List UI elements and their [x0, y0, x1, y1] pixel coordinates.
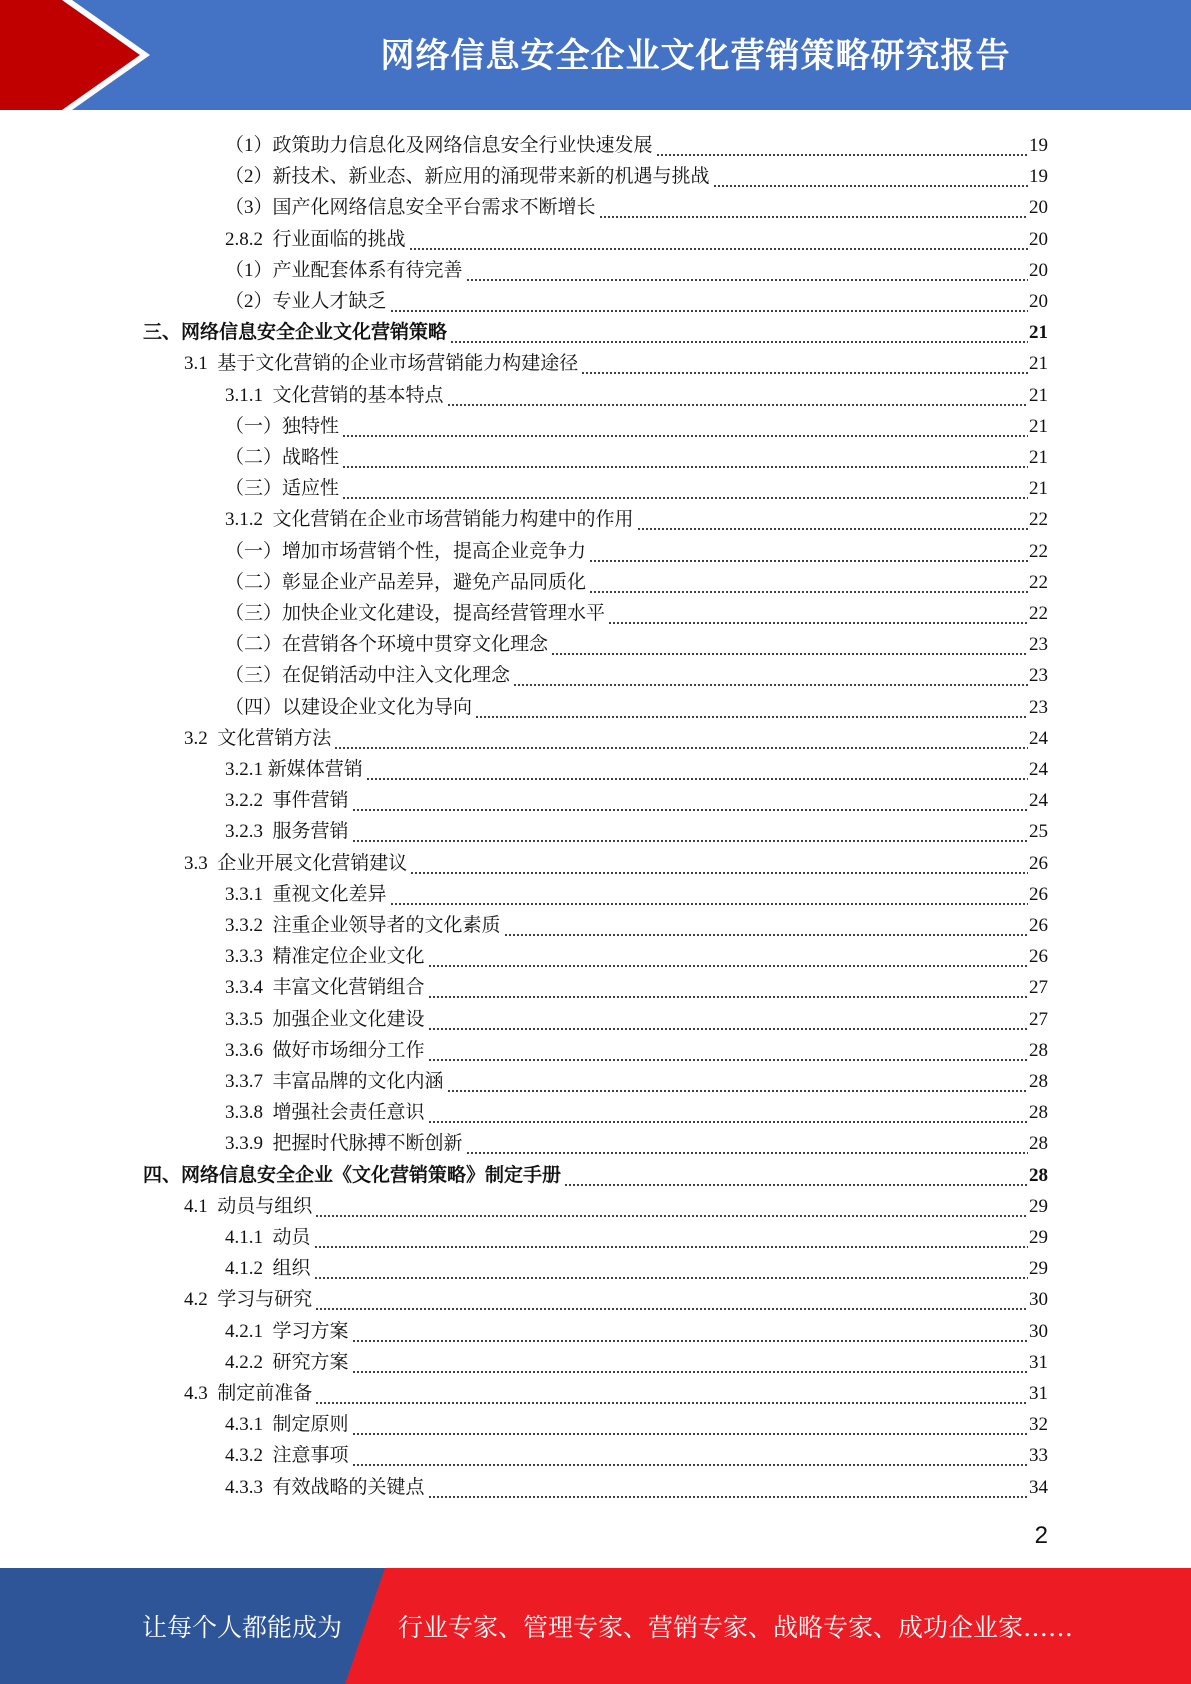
- toc-entry[interactable]: [225, 1125, 1048, 1156]
- toc-entry[interactable]: [225, 1313, 1048, 1344]
- toc-entry-page: 21: [1029, 384, 1048, 406]
- toc-entry-page: 23: [1029, 634, 1048, 656]
- toc-entry-label: 2.8.2 行业面临的挑战: [225, 228, 406, 250]
- toc-dot-leader: [656, 134, 1028, 158]
- toc-entry-label: 4.2.2 研究方案: [225, 1351, 349, 1373]
- toc-entry[interactable]: [225, 501, 1048, 532]
- toc-entry[interactable]: [225, 1250, 1048, 1281]
- toc-entry-label: （2）新技术、新业态、新应用的涌现带来新的机遇与挑战: [225, 166, 710, 188]
- toc-entry-page: 19: [1029, 166, 1048, 188]
- toc-dot-leader: [447, 384, 1028, 408]
- toc-dot-leader: [314, 1257, 1028, 1281]
- toc-entry-label: 3.3 企业开展文化营销建议: [184, 852, 408, 874]
- toc-entry-page: 28: [1029, 1164, 1048, 1186]
- toc-entry-label: （三）适应性: [225, 478, 340, 500]
- toc-entry-label: （二）在营销各个环境中贯穿文化理念: [225, 634, 549, 656]
- toc-entry-page: 20: [1029, 228, 1048, 250]
- toc-dot-leader: [713, 165, 1028, 189]
- toc-entry-page: 20: [1029, 259, 1048, 281]
- toc-dot-leader: [513, 664, 1028, 688]
- toc-entry-label: （1）政策助力信息化及网络信息安全行业快速发展: [225, 135, 653, 156]
- toc-entry[interactable]: [184, 845, 1048, 876]
- toc-dot-leader: [352, 1413, 1028, 1437]
- toc-entry-label: （一）增加市场营销个性，提高企业竞争力: [225, 540, 587, 562]
- toc-entry[interactable]: [225, 1437, 1048, 1468]
- toc-entry[interactable]: [184, 1375, 1048, 1406]
- toc-entry-label: 3.1.1 文化营销的基本特点: [225, 384, 444, 406]
- toc-entry[interactable]: [225, 158, 1048, 189]
- toc-entry-page: 26: [1029, 915, 1048, 936]
- toc-entry-page: 28: [1029, 1102, 1048, 1124]
- toc-entry-page: 32: [1029, 1414, 1048, 1436]
- toc-entry-label: （1）产业配套体系有待完善: [225, 259, 463, 281]
- toc-entry-page: 28: [1029, 1039, 1048, 1061]
- toc-entry[interactable]: [225, 470, 1048, 501]
- toc-entry-page: 22: [1029, 540, 1048, 562]
- toc-dot-leader: [366, 758, 1028, 782]
- toc-entry[interactable]: [225, 595, 1048, 626]
- toc-dot-leader: [475, 696, 1028, 720]
- toc-entry-page: 30: [1029, 1320, 1048, 1342]
- toc-dot-leader: [342, 477, 1028, 501]
- toc-entry-page: 26: [1029, 946, 1048, 968]
- toc-entry[interactable]: [184, 720, 1048, 751]
- toc-entry-page: 24: [1029, 727, 1048, 749]
- page-number: 2: [1034, 1522, 1048, 1549]
- toc-dot-leader: [581, 352, 1028, 376]
- toc-entry-page: 21: [1029, 322, 1048, 344]
- toc-entry-label: （2）专业人才缺乏: [225, 291, 387, 312]
- toc-dot-leader: [410, 852, 1028, 876]
- toc-entry[interactable]: [225, 564, 1048, 595]
- toc-entry[interactable]: [143, 314, 1048, 345]
- toc-entry[interactable]: [225, 1219, 1048, 1250]
- toc-entry-label: 3.1.2 文化营销在企业市场营销能力构建中的作用: [225, 509, 634, 531]
- toc-dot-leader: [450, 321, 1028, 345]
- toc-dot-leader: [428, 945, 1028, 969]
- toc-entry-label: 3.3.1 重视文化差异: [225, 883, 387, 905]
- toc-entry[interactable]: [225, 876, 1048, 907]
- toc-entry-page: 22: [1029, 603, 1048, 624]
- toc-dot-leader: [352, 1351, 1028, 1375]
- toc-entry[interactable]: [225, 1094, 1048, 1125]
- toc-dot-leader: [466, 259, 1028, 283]
- toc-entry[interactable]: [225, 377, 1048, 408]
- toc-entry-page: 23: [1029, 696, 1048, 718]
- toc-entry-page: 22: [1029, 509, 1048, 531]
- toc-entry-label: （3）国产化网络信息安全平台需求不断增长: [225, 197, 596, 219]
- toc-entry-page: 31: [1029, 1351, 1048, 1373]
- toc-entry-page: 29: [1029, 1258, 1048, 1280]
- toc-entry-label: 4.1.2 组织: [225, 1258, 311, 1280]
- toc-entry-label: 3.2.2 事件营销: [225, 790, 349, 812]
- toc-dot-leader: [352, 1444, 1028, 1468]
- toc-dot-leader: [390, 290, 1028, 314]
- toc-entry-label: 3.2.1 新媒体营销: [225, 759, 363, 780]
- toc-entry-label: 3.3.7 丰富品牌的文化内涵: [225, 1071, 444, 1092]
- toc-entry-label: 4.2.1 学习方案: [225, 1320, 349, 1342]
- toc-entry-page: 31: [1029, 1383, 1048, 1404]
- toc-entry-page: 21: [1029, 353, 1048, 375]
- toc-dot-leader: [314, 1226, 1028, 1250]
- toc-entry-page: 19: [1029, 135, 1048, 156]
- toc-dot-leader: [342, 446, 1028, 470]
- page-header: [0, 0, 1191, 110]
- toc-entry-label: 3.3.8 增强社会责任意识: [225, 1102, 425, 1124]
- toc-entry-page: 20: [1029, 197, 1048, 219]
- toc-entry-page: 26: [1029, 852, 1048, 874]
- toc-entry-page: 28: [1029, 1133, 1048, 1155]
- toc-dot-leader: [428, 1008, 1028, 1032]
- toc-entry[interactable]: [225, 283, 1048, 314]
- toc-dot-leader: [342, 415, 1028, 439]
- toc-entry[interactable]: [225, 189, 1048, 220]
- toc-entry[interactable]: [143, 1157, 1048, 1188]
- toc-dot-leader: [428, 976, 1028, 1000]
- toc-dot-leader: [352, 820, 1028, 844]
- toc-dot-leader: [334, 727, 1028, 751]
- toc-entry[interactable]: [184, 1281, 1048, 1312]
- toc-entry-label: （三）在促销活动中注入文化理念: [225, 665, 511, 687]
- toc-dot-leader: [551, 633, 1028, 657]
- toc-dot-leader: [589, 571, 1028, 595]
- toc-entry[interactable]: [225, 1344, 1048, 1375]
- toc-dot-leader: [428, 1039, 1028, 1063]
- toc-entry[interactable]: [225, 657, 1048, 688]
- toc-dot-leader: [504, 914, 1028, 938]
- toc-entry[interactable]: [184, 1188, 1048, 1219]
- toc-entry-page: 29: [1029, 1227, 1048, 1248]
- toc-dot-leader: [315, 1288, 1028, 1312]
- toc-dot-leader: [608, 602, 1028, 626]
- toc-dot-leader: [564, 1164, 1028, 1188]
- toc-entry[interactable]: [225, 439, 1048, 470]
- toc-entry-label: 3.3.6 做好市场细分工作: [225, 1039, 425, 1061]
- toc-entry-label: 三、网络信息安全企业文化营销策略: [143, 322, 448, 344]
- toc-entry[interactable]: [184, 345, 1048, 376]
- toc-entry-label: 3.3.5 加强企业文化建设: [225, 1008, 425, 1030]
- toc-entry-page: 27: [1029, 1008, 1048, 1030]
- toc-entry[interactable]: [225, 626, 1048, 657]
- toc-entry-label: 3.3.2 注重企业领导者的文化素质: [225, 915, 501, 936]
- toc-entry-label: （三）加快企业文化建设，提高经营管理水平: [225, 603, 606, 624]
- toc-entry[interactable]: [225, 907, 1048, 938]
- toc-entry-label: 4.3 制定前准备: [184, 1383, 313, 1404]
- toc-entry-label: 3.1 基于文化营销的企业市场营销能力构建途径: [184, 353, 579, 375]
- toc-entry-page: 21: [1029, 415, 1048, 437]
- toc-entry-page: 23: [1029, 665, 1048, 687]
- toc-entry-label: 4.3.1 制定原则: [225, 1414, 349, 1436]
- toc-entry-label: 4.1 动员与组织: [184, 1195, 313, 1217]
- toc-entry-page: 30: [1029, 1289, 1048, 1311]
- toc-entry[interactable]: [225, 533, 1048, 564]
- document-title: 网络信息安全企业文化营销策略研究报告: [380, 36, 1011, 76]
- toc-entry[interactable]: [225, 1001, 1048, 1032]
- toc-dot-leader: [599, 196, 1028, 220]
- toc-entry-page: 34: [1029, 1476, 1048, 1498]
- toc-entry-label: 3.3.9 把握时代脉搏不断创新: [225, 1133, 463, 1155]
- toc-entry[interactable]: [225, 1063, 1048, 1094]
- toc-entry[interactable]: [225, 689, 1048, 720]
- toc-entry-page: 26: [1029, 883, 1048, 905]
- toc-entry-label: （二）彰显企业产品差异，避免产品同质化: [225, 571, 587, 593]
- toc-dot-leader: [428, 1476, 1028, 1500]
- toc-dot-leader: [637, 508, 1028, 532]
- toc-entry-page: 24: [1029, 790, 1048, 812]
- toc-entry-page: 29: [1029, 1195, 1048, 1217]
- toc-entry-label: 3.3.3 精准定位企业文化: [225, 946, 425, 968]
- toc-entry-label: （四）以建设企业文化为导向: [225, 696, 473, 718]
- toc-entry-label: 4.2 学习与研究: [184, 1289, 313, 1311]
- toc-entry[interactable]: [225, 1032, 1048, 1063]
- toc-entry-page: 25: [1029, 821, 1048, 843]
- toc-entry-page: 33: [1029, 1445, 1048, 1467]
- toc-dot-leader: [352, 1320, 1028, 1344]
- toc-dot-leader: [352, 789, 1028, 813]
- toc-entry-page: 22: [1029, 571, 1048, 593]
- toc-entry-label: 3.3.4 丰富文化营销组合: [225, 977, 425, 999]
- toc-entry-page: 27: [1029, 977, 1048, 999]
- toc-dot-leader: [390, 883, 1028, 907]
- toc-entry-label: 4.3.2 注意事项: [225, 1445, 349, 1467]
- toc-entry[interactable]: [225, 252, 1048, 283]
- toc-dot-leader: [447, 1070, 1028, 1094]
- page-footer: [0, 1568, 1191, 1684]
- toc-dot-leader: [315, 1195, 1028, 1219]
- toc-entry[interactable]: [225, 1469, 1048, 1500]
- toc-entry-label: （二）战略性: [225, 447, 340, 468]
- footer-slogan-left: 让每个人都能成为: [142, 1613, 343, 1642]
- toc-entry-page: 20: [1029, 291, 1048, 312]
- toc-entry[interactable]: [225, 751, 1048, 782]
- toc-dot-leader: [315, 1382, 1028, 1406]
- toc-entry[interactable]: [225, 782, 1048, 813]
- toc-entry-page: 24: [1029, 759, 1048, 780]
- toc-dot-leader: [589, 540, 1028, 564]
- toc-entry-label: 3.2 文化营销方法: [184, 727, 332, 749]
- toc-dot-leader: [409, 228, 1028, 252]
- toc-entry-label: 4.3.3 有效战略的关键点: [225, 1476, 425, 1498]
- toc-entry[interactable]: [225, 127, 1048, 158]
- toc-entry[interactable]: [225, 408, 1048, 439]
- toc-entry[interactable]: [225, 813, 1048, 844]
- toc-entry[interactable]: [225, 1406, 1048, 1437]
- toc-entry[interactable]: [225, 969, 1048, 1000]
- toc-dot-leader: [428, 1101, 1028, 1125]
- toc-entry[interactable]: [225, 221, 1048, 252]
- toc-entry-label: 3.2.3 服务营销: [225, 821, 349, 843]
- toc-entry-page: 21: [1029, 447, 1048, 468]
- toc-entry-label: 四、网络信息安全企业《文化营销策略》制定手册: [143, 1164, 562, 1186]
- toc-dot-leader: [466, 1132, 1028, 1156]
- toc-entry-page: 28: [1029, 1071, 1048, 1092]
- toc-entry[interactable]: [225, 938, 1048, 969]
- footer-slogan-right: 行业专家、管理专家、营销专家、战略专家、成功企业家……: [398, 1613, 1074, 1642]
- toc-entry-page: 21: [1029, 478, 1048, 500]
- toc-entry-label: 4.1.1 动员: [225, 1227, 311, 1248]
- toc-entry-label: （一）独特性: [225, 415, 340, 437]
